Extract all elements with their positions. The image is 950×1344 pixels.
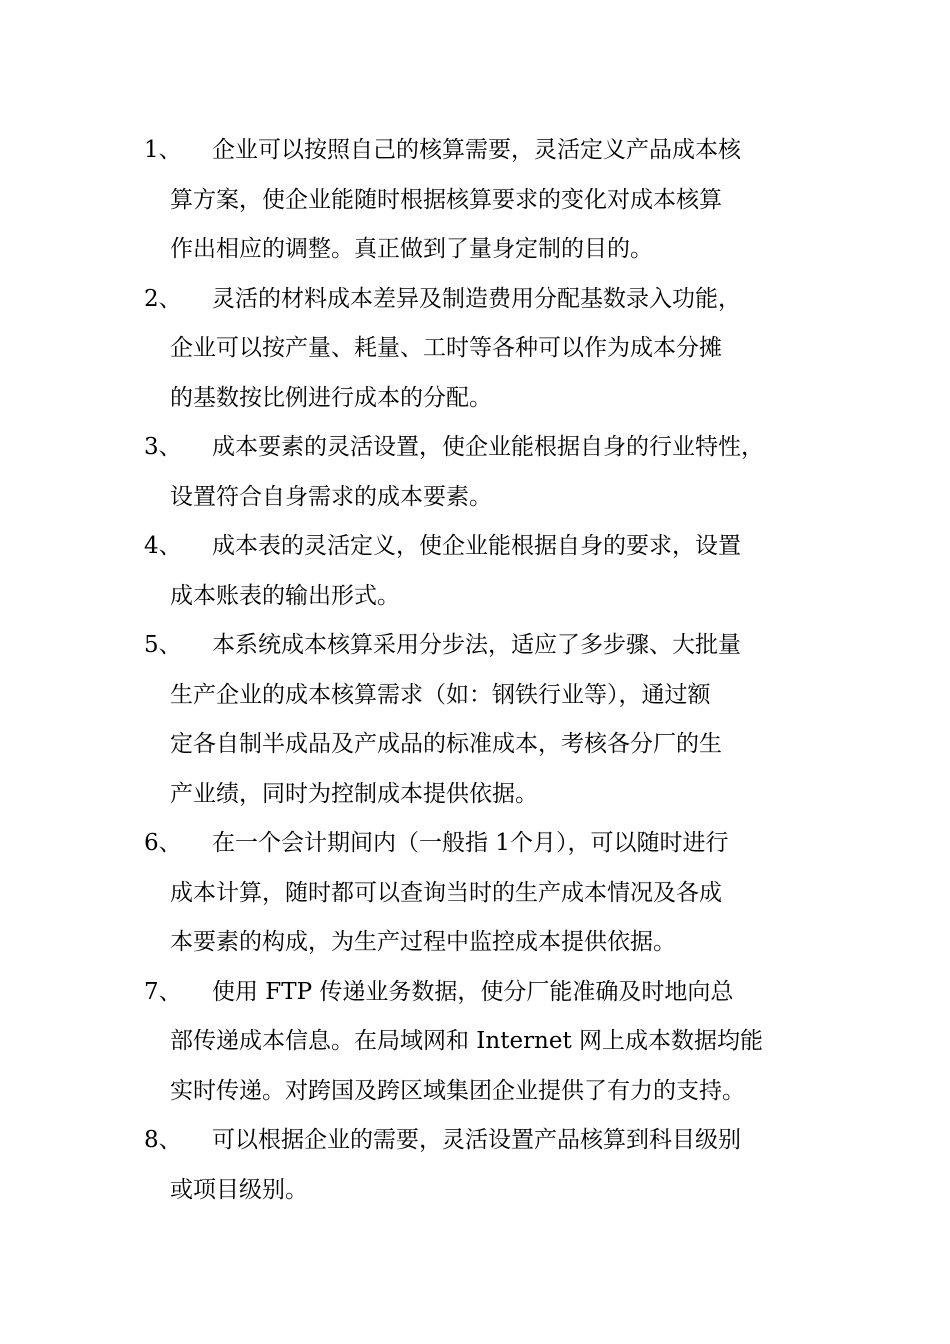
item-line: 产业绩，同时为控制成本提供依据。 bbox=[170, 780, 538, 807]
item-line: 在一个会计期间内（一般指 1个月），可以随时进行 bbox=[212, 830, 729, 856]
list-item bbox=[140, 968, 830, 1117]
item-line: 灵活的材料成本差异及制造费用分配基数录入功能， bbox=[212, 285, 741, 312]
list-item bbox=[140, 1116, 830, 1215]
item-line: 或项目级别。 bbox=[170, 1176, 308, 1203]
item-line: 设置符合自身需求的成本要素。 bbox=[170, 483, 492, 510]
item-line: 使用 FTP 传递业务数据，使分厂能准确及时地向总 bbox=[212, 978, 734, 1005]
list-item bbox=[140, 522, 830, 621]
item-line: 定各自制半成品及产成品的标准成本，考核各分厂的生 bbox=[170, 731, 722, 757]
item-line: 部传递成本信息。在局域网和 Internet 网上成本数据均能 bbox=[170, 1028, 764, 1054]
list-item bbox=[140, 275, 830, 424]
item-line: 实时传递。对跨国及跨区域集团企业提供了有力的支持。 bbox=[170, 1077, 745, 1104]
feature-list bbox=[140, 126, 830, 1215]
item-line: 成本账表的输出形式。 bbox=[170, 582, 400, 609]
item-line: 可以根据企业的需要，灵活设置产品核算到科目级别 bbox=[212, 1127, 741, 1153]
item-number: 4、 bbox=[144, 533, 182, 559]
item-line: 本系统成本核算采用分步法，适应了多步骤、大批量 bbox=[212, 632, 741, 658]
item-number: 1、 bbox=[144, 137, 182, 163]
item-number: 7、 bbox=[144, 978, 182, 1005]
list-item bbox=[140, 126, 830, 275]
item-number: 5、 bbox=[144, 632, 182, 658]
list-item bbox=[140, 819, 830, 968]
item-line: 算方案，使企业能随时根据核算要求的变化对成本核算 bbox=[170, 186, 722, 213]
item-line: 成本表的灵活定义，使企业能根据自身的要求，设置 bbox=[212, 533, 741, 559]
item-line: 成本计算，随时都可以查询当时的生产成本情况及各成 bbox=[170, 879, 722, 906]
item-line: 成本要素的灵活设置，使企业能根据自身的行业特性， bbox=[212, 434, 764, 460]
item-number: 2、 bbox=[144, 285, 182, 312]
item-line: 作出相应的调整。真正做到了量身定制的目的。 bbox=[170, 236, 653, 262]
item-number: 6、 bbox=[144, 830, 182, 856]
item-line: 企业可以按照自己的核算需要，灵活定义产品成本核 bbox=[212, 137, 741, 163]
item-line: 生产企业的成本核算需求（如：钢铁行业等），通过额 bbox=[170, 681, 711, 708]
list-item bbox=[140, 621, 830, 819]
item-line: 的基数按比例进行成本的分配。 bbox=[170, 384, 492, 411]
list-item bbox=[140, 423, 830, 522]
item-line: 企业可以按产量、耗量、工时等各种可以作为成本分摊 bbox=[170, 335, 722, 361]
item-number: 8、 bbox=[144, 1127, 182, 1153]
item-line: 本要素的构成，为生产过程中监控成本提供依据。 bbox=[170, 929, 676, 955]
item-number: 3、 bbox=[144, 434, 182, 460]
